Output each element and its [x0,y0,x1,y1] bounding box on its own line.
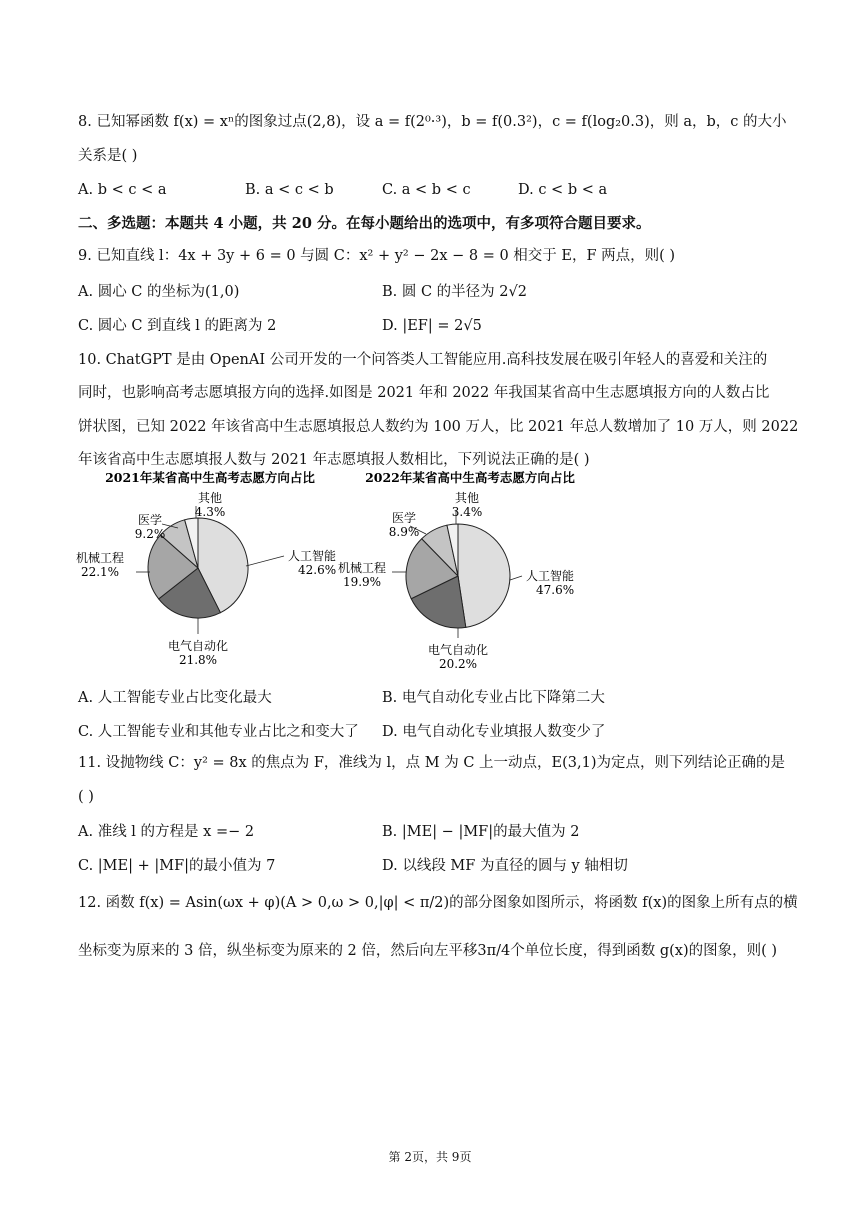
pie-label: 其他 [454,491,480,505]
pie-charts-figure [70,468,610,680]
pie-value-label: 4.3% [194,505,226,519]
pie-label: 机械工程 [75,551,125,565]
pie-value-label: 47.6% [536,583,575,597]
q12-text-line1: 12. 函数 f(x) = Asin(ωx + φ)(A > 0,ω > 0,|φ| < π/2)的部分图象如图所示，将函数 f(x)的图象上所有点的横 [78,895,798,911]
pie-value-label: 8.9% [388,525,420,539]
q9-option-d: D. |EF| = 2√5 [382,318,482,334]
q9-option-b: B. 圆 C 的半径为 2√2 [382,284,527,300]
q8-option-c: C. a < b < c [382,182,471,198]
q8-option-b: B. a < c < b [245,182,334,198]
q9-text: 9. 已知直线 l：4x + 3y + 6 = 0 与圆 C：x² + y² − 2x − 8 = 0 相交于 E，F 两点，则( ) [78,248,676,264]
q11-text-line2: ( ) [78,789,94,805]
q9-option-c: C. 圆心 C 到直线 l 的距离为 2 [78,318,277,334]
pie-slice [458,524,510,627]
pie-2022-title: 2022年某省高中生高考志愿方向占比 [365,470,575,485]
pie-leader-line [246,556,284,566]
q11-option-b: B. |ME| − |MF|的最大值为 2 [382,824,580,840]
pie-value-label: 9.2% [134,527,166,541]
q8-option-a: A. b < c < a [78,182,167,198]
q10-text-line3: 饼状图，已知 2022 年该省高中生志愿填报总人数约为 100 万人，比 2021 年总人数增加了 10 万人，则 2022 [78,419,799,435]
pie-value-label: 22.1% [80,565,120,579]
q11-text-line1: 11. 设抛物线 C：y² = 8x 的焦点为 F，准线为 l，点 M 为 C 上一动点，E(3,1)为定点，则下列结论正确的是 [78,755,786,771]
pie-leader-line [510,576,522,580]
pie-label: 机械工程 [337,561,387,575]
pie-label: 人工智能 [288,549,337,563]
q8-text-line2: 关系是( ) [78,148,138,164]
pie-value-label: 3.4% [451,505,483,519]
pie-label: 人工智能 [526,569,575,583]
pie-value-label: 20.2% [438,657,478,671]
pie-label: 其他 [197,491,223,505]
q10-text-line4: 年该省高中生志愿填报人数与 2021 年志愿填报人数相比，下列说法正确的是( ) [78,452,590,468]
pie-label: 电气自动化 [427,643,489,657]
page-footer: 第 2页，共 9页 [388,1150,472,1164]
q12-text-line2: 坐标变为原来的 3 倍，纵坐标变为原来的 2 倍，然后向左平移3π/4个单位长度，得到函数 g(x)的图象，则( ) [78,943,778,959]
pie-2021-title: 2021年某省高中生高考志愿方向占比 [105,470,315,485]
pie-value-label: 19.9% [342,575,382,589]
q11-option-a: A. 准线 l 的方程是 x =− 2 [78,824,255,840]
q10-option-a: A. 人工智能专业占比变化最大 [78,690,272,706]
q8-option-d: D. c < b < a [518,182,608,198]
q9-option-a: A. 圆心 C 的坐标为(1,0) [78,284,240,300]
q11-option-c: C. |ME| + |MF|的最小值为 7 [78,858,276,874]
section-header-multiple-choice: 二、多选题：本题共 4 小题，共 20 分。在每小题给出的选项中，有多项符合题目要求。 [78,215,651,232]
q10-text-line1: 10. ChatGPT 是由 OpenAI 公司开发的一个问答类人工智能应用.高科技发展在吸引年轻人的喜爱和关注的 [78,352,768,368]
q8-text-line1: 8. 已知幂函数 f(x) = xⁿ的图象过点(2,8)，设 a = f(2⁰·³)，b = f(0.3²)，c = f(log₂0.3)，则 a，b，c 的大小 [78,114,787,130]
pie-label: 电气自动化 [167,639,229,653]
pie-2022 [338,490,574,671]
pie-label: 医学 [137,513,163,527]
q10-text-line2: 同时，也影响高考志愿填报方向的选择.如图是 2021 年和 2022 年我国某省高中生志愿填报方向的人数占比 [78,385,770,401]
pie-value-label: 21.8% [178,653,218,667]
q10-option-c: C. 人工智能专业和其他专业占比之和变大了 [78,724,359,740]
pie-2021 [76,490,336,667]
pie-label: 医学 [391,511,417,525]
q10-option-b: B. 电气自动化专业占比下降第二大 [382,690,605,706]
q10-option-d: D. 电气自动化专业填报人数变少了 [382,724,606,740]
q11-option-d: D. 以线段 MF 为直径的圆与 y 轴相切 [382,858,628,874]
pie-value-label: 42.6% [298,563,337,577]
